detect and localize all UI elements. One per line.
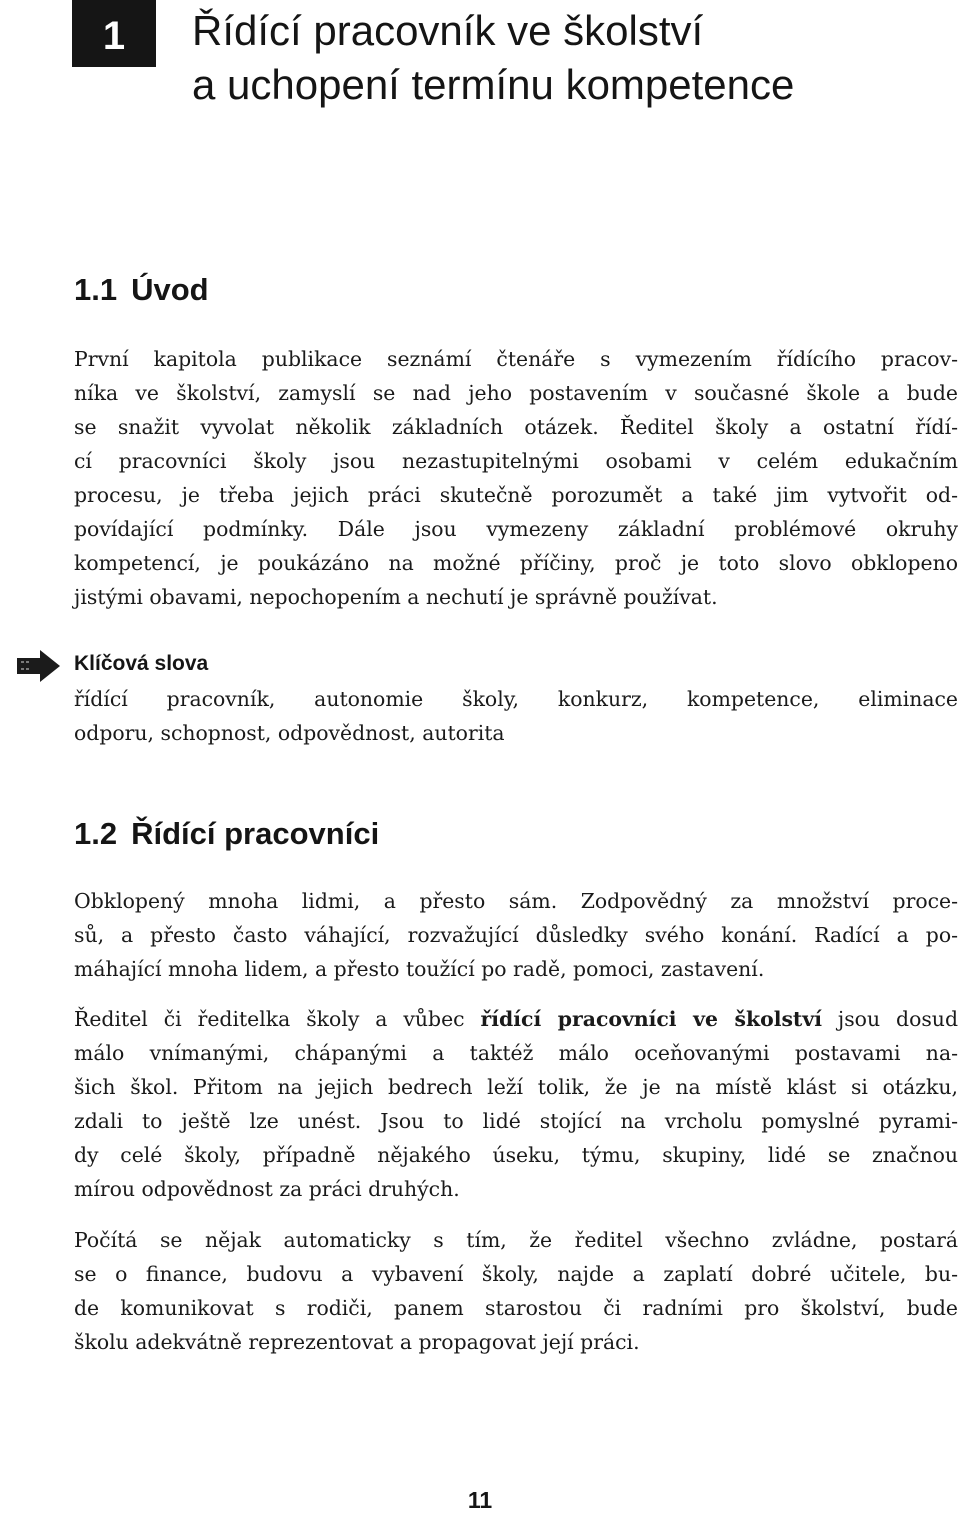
page-number: 11 [467,1487,493,1513]
text-line: procesu, je třeba jejich práci skutečně porozumět a také jim vytvořit od- [74,483,958,507]
chapter-title [192,4,794,112]
emphasized-term: řídící pracovníci ve školství [480,1007,822,1031]
text-line: kompetencí, je poukázáno na možné příčiny, proč je toto slovo obklopeno [74,551,958,575]
text-segment: Ředitel či ředitelka školy a vůbec [74,1007,481,1031]
text-line: se o finance, budovu a vybavení školy, najde a zaplatí dobré učitele, bu- [74,1262,958,1286]
text-line: jistými obavami, nepochopením a nechutí je správně používat. [74,585,718,609]
managers-paragraph-2 [74,1002,958,1206]
text-line: málo vnímanými, chápanými a taktéž málo oceňovanými postavami na- [74,1041,958,1065]
text-line: de komunikovat s rodiči, panem starostou či radními pro školství, bude [74,1296,958,1320]
section-title: Úvod [131,272,209,307]
keywords-line: řídící pracovník, autonomie školy, konkurz, kompetence, eliminace [74,687,958,711]
text-line: zdali to ještě lze unést. Jsou to lidé stojící na vrcholu pomyslné pyrami- [74,1109,958,1133]
text-line: šich škol. Přitom na jejich bedrech leží tolik, že je na místě klást si otázku, [74,1075,958,1099]
chapter-number: 1 [102,14,126,58]
managers-paragraph-3 [74,1223,958,1359]
text-line: máhající mnoha lidem, a přesto toužící po radě, pomoci, zastavení. [74,957,765,981]
text-line: školu adekvátně reprezentovat a propagovat její práci. [74,1330,640,1354]
text-line: mírou odpovědnost za práci druhých. [74,1177,460,1201]
text-line: sů, a přesto často váhající, rozvažující důsledky svého konání. Radící a po- [74,923,958,947]
keywords-label: Klíčová slova [74,652,209,675]
chapter-number-badge [72,0,156,67]
text-segment: jsou dosud [821,1007,958,1031]
keywords-list [74,682,958,750]
keywords-arrow-icon [14,647,62,685]
chapter-title-line-2: a uchopení termínu kompetence [192,61,795,108]
intro-paragraph [74,342,958,614]
chapter-title-line-1: Řídící pracovník ve školství [192,7,704,54]
text-line: cí pracovníci školy jsou nezastupitelnými osobami v celém edukačním [74,449,958,473]
text-line: dy celé školy, případně nějakého úseku, týmu, skupiny, lidé se značnou [74,1143,958,1167]
managers-paragraph-1 [74,884,958,986]
text-line: níka ve školství, zamyslí se nad jeho postavením v současné škole a bude [74,381,958,405]
text-line [74,1002,958,1036]
section-number: 1.2 [74,816,118,851]
text-line: se snažit vyvolat několik základních otázek. Ředitel školy a ostatní řídí- [74,415,958,439]
text-line: Počítá se nějak automaticky s tím, že ředitel všechno zvládne, postará [74,1228,958,1252]
text-line: První kapitola publikace seznámí čtenáře s vymezením řídícího pracov- [74,347,958,371]
section-title: Řídící pracovníci [131,816,380,851]
keywords-line: odporu, schopnost, odpovědnost, autorita [74,721,505,745]
text-line: Obklopený mnoha lidmi, a přesto sám. Zodpovědný za množství proce- [74,889,958,913]
section-number: 1.1 [74,272,118,307]
section-heading-intro [74,270,209,310]
section-heading-managers [74,814,379,854]
text-line: povídající podmínky. Dále jsou vymezeny základní problémové okruhy [74,517,958,541]
